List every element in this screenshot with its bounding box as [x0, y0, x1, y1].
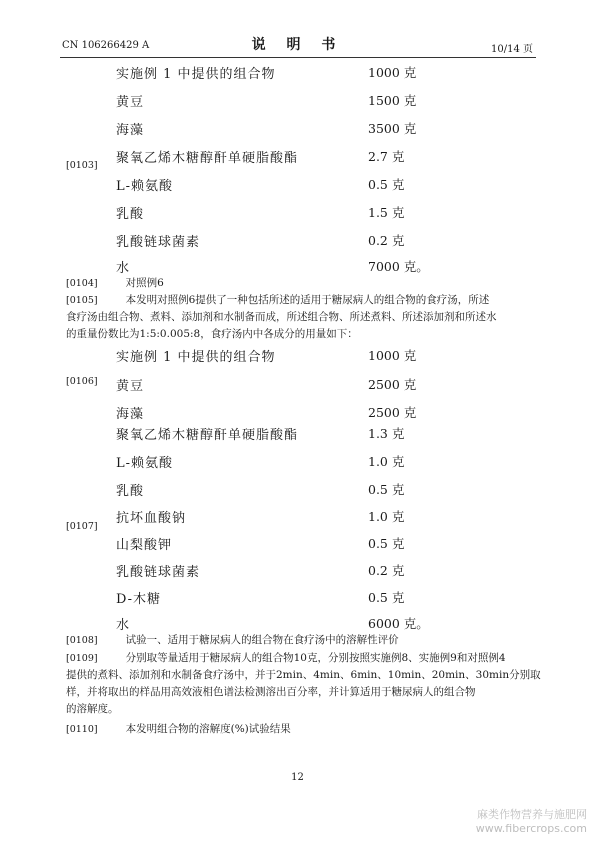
table2-row: [0, 507, 595, 527]
table2-row: [0, 403, 595, 423]
ingredient-amount: 2.7 克: [368, 149, 405, 164]
paragraph-line: 分别取等量适用于糖尿病人的组合物10克，分别按照实施例8、实施例9和对照例4: [125, 652, 506, 664]
paragraph-0105: [66, 292, 541, 343]
ingredient-name: D-木糖: [116, 592, 162, 607]
ingredient-amount: 1.3 克: [368, 426, 405, 441]
page-number: 12: [291, 772, 304, 783]
ingredient-name: L-赖氨酸: [116, 179, 174, 194]
ingredient-amount: 1500 克: [368, 93, 417, 108]
table2-row: [0, 375, 595, 395]
para-tag-0104: [0104]: [66, 278, 98, 289]
table1-row: [0, 175, 595, 195]
ingredient-name: 山梨酸钾: [116, 538, 173, 553]
ingredient-name: 聚氧乙烯木糖醇酐单硬脂酸酯: [116, 151, 299, 166]
para-tag-0110: [0110]: [66, 724, 98, 735]
paragraph-line: 的溶解度。: [66, 703, 119, 715]
paragraph-text: 本发明组合物的溶解度(%)试验结果: [125, 723, 291, 735]
ingredient-amount: 1.0 克: [368, 454, 405, 469]
watermark-line: 麻类作物营养与施肥网: [477, 808, 587, 821]
ingredient-name: 海藻: [116, 123, 145, 138]
document-title: 说 明 书: [251, 37, 344, 53]
ingredient-amount: 3500 克: [368, 121, 417, 136]
ingredient-amount: 2500 克: [368, 377, 417, 392]
watermark: [476, 808, 587, 836]
table2-row: [0, 614, 595, 634]
table2-row: [0, 346, 595, 366]
ingredient-name: L-赖氨酸: [116, 456, 174, 471]
ingredient-amount: 7000 克。: [368, 259, 429, 274]
paragraph-0108: [66, 632, 541, 649]
ingredient-amount: 1000 克: [368, 348, 417, 363]
ingredient-amount: 0.5 克: [368, 482, 405, 497]
table2-row: [0, 480, 595, 500]
paragraph-0104: [66, 275, 541, 292]
table2-row: [0, 561, 595, 581]
paragraph-0109: [66, 650, 541, 718]
watermark-line: www.fibercrops.com: [475, 822, 587, 835]
paragraph-text: 对照例6: [125, 277, 164, 289]
ingredient-name: 黄豆: [116, 95, 145, 110]
ingredient-name: 黄豆: [116, 379, 145, 394]
para-tag-0106: [0106]: [66, 376, 98, 387]
ingredient-name: 乳酸: [116, 484, 145, 499]
ingredient-amount: 1000 克: [368, 65, 417, 80]
paragraph-line: 提供的煮料、添加剂和水制备食疗汤中，并于2min、4min、6min、10min、20min、30min分别取: [66, 669, 541, 681]
paragraph-line: 食疗汤由组合物、煮料、添加剂和水制备而成，所述组合物、所述煮料、所述添加剂和所述水: [66, 311, 497, 323]
patent-number: CN 106266429 A: [62, 40, 150, 51]
paragraph-text: 试验一、适用于糖尿病人的组合物在食疗汤中的溶解性评价: [125, 634, 399, 646]
table1-row: [0, 119, 595, 139]
ingredient-amount: 0.2 克: [368, 563, 405, 578]
table1-row: [0, 63, 595, 83]
para-tag-0109: [0109]: [66, 653, 98, 664]
table2-row: [0, 534, 595, 554]
ingredient-amount: 0.5 克: [368, 536, 405, 551]
para-tag-0108: [0108]: [66, 635, 98, 646]
table1-row: [0, 231, 595, 251]
ingredient-name: 乳酸链球菌素: [116, 565, 201, 580]
ingredient-name: 水: [116, 261, 131, 276]
para-tag-0103: [0103]: [66, 160, 98, 171]
table2-row: [0, 452, 595, 472]
ingredient-amount: 6000 克。: [368, 616, 429, 631]
ingredient-amount: 1.0 克: [368, 509, 405, 524]
ingredient-amount: 0.2 克: [368, 233, 405, 248]
ingredient-name: 抗坏血酸钠: [116, 511, 187, 526]
ingredient-amount: 0.5 克: [368, 590, 405, 605]
page-indicator: 10/14 页: [491, 44, 533, 55]
para-tag-0107: [0107]: [66, 521, 98, 532]
ingredient-name: 水: [116, 618, 131, 633]
table2-row: [0, 588, 595, 608]
ingredient-name: 实施例 1 中提供的组合物: [116, 67, 276, 82]
para-tag-0105: [0105]: [66, 295, 98, 306]
table1-row: [0, 91, 595, 111]
table1-row: [0, 257, 595, 277]
ingredient-amount: 1.5 克: [368, 205, 405, 220]
ingredient-name: 乳酸链球菌素: [116, 235, 201, 250]
ingredient-name: 聚氧乙烯木糖醇酐单硬脂酸酯: [116, 428, 299, 443]
header-rule: [60, 57, 536, 58]
ingredient-amount: 2500 克: [368, 405, 417, 420]
table1-row: [0, 203, 595, 223]
ingredient-name: 实施例 1 中提供的组合物: [116, 350, 276, 365]
table1-row: [0, 147, 595, 167]
table2-row: [0, 424, 595, 444]
paragraph-line: 的重量份数比为1:5:0.005:8，食疗汤内中各成分的用量如下：: [66, 328, 358, 340]
paragraph-line: 样，并将取出的样品用高效液相色谱法检测溶出百分率，并计算适用于糖尿病人的组合物: [66, 686, 476, 698]
paragraph-0110: [66, 721, 541, 738]
ingredient-amount: 0.5 克: [368, 177, 405, 192]
paragraph-line: 本发明对照例6提供了一种包括所述的适用于糖尿病人的组合物的食疗汤，所述: [125, 294, 490, 306]
ingredient-name: 乳酸: [116, 207, 145, 222]
ingredient-name: 海藻: [116, 407, 145, 422]
